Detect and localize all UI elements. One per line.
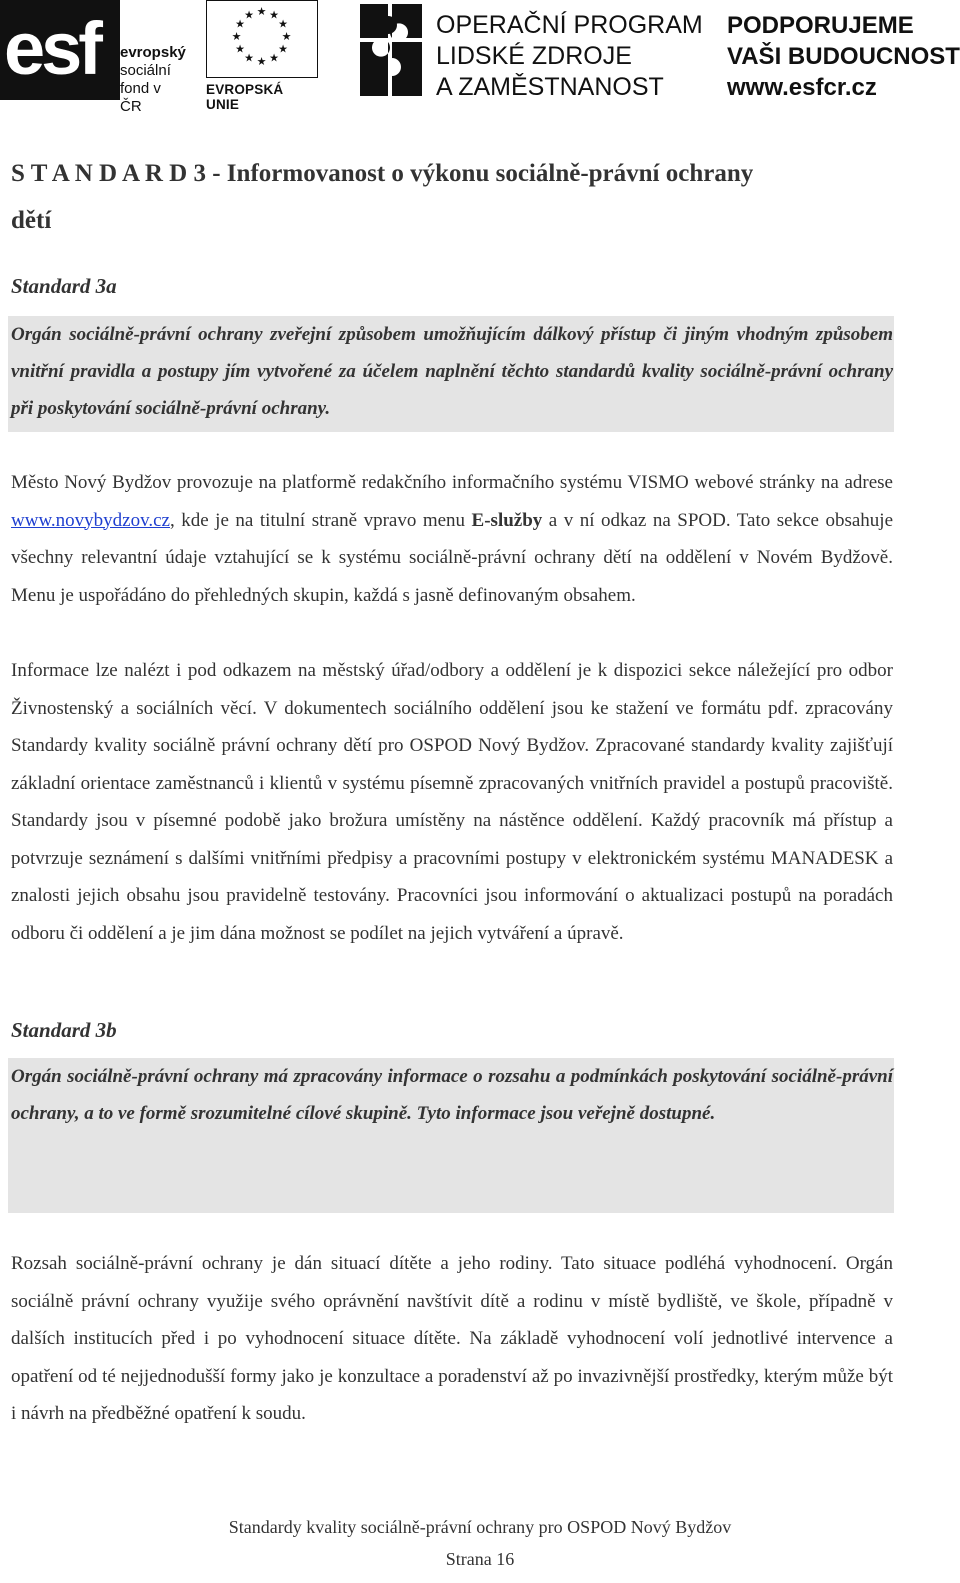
- svg-text:★: ★: [278, 42, 288, 56]
- svg-text:★: ★: [278, 17, 288, 31]
- svg-text:★: ★: [244, 8, 254, 22]
- standard-3a-heading: Standard 3a: [11, 274, 117, 298]
- logo-banner: [0, 0, 960, 115]
- e-sluzby-menu-name: E-služby: [471, 509, 543, 531]
- svg-text:★: ★: [269, 8, 279, 22]
- op-line-3: A ZAMĚSTNANOST: [436, 73, 664, 101]
- p1-text-end: a v ní odkaz na SPOD. Tato sekce obsahuje všechny relevantní údaje vztahující se k systému sociálně-právní ochrany dětí na oddělení v Novém Bydžově. Menu je uspořádáno do přehledných skupin, každá s jasně definovaným obsahem.: [11, 509, 893, 606]
- standard-3a-statement: Orgán sociálně-právní ochrany zveřejní způsobem umožňujícím dálkový přístup či jiným vhodným způsobem vnitřní pravidla a postupy jím vytvořené za účelem naplnění těchto standardů kvality sociálně-právní ochrany při poskytování sociálně-právní ochrany.: [11, 324, 893, 419]
- p1-text-mid: , kde je na titulní straně vpravo menu: [170, 509, 472, 531]
- standard-3b-heading: Standard 3b: [11, 1018, 117, 1042]
- eu-logo: [206, 0, 318, 112]
- esf-mark-text: esf: [4, 7, 99, 90]
- page-title-line-1: S T A N D A R D 3 - Informovanost o výkonu sociálně-právní ochrany: [11, 160, 754, 187]
- svg-text:★: ★: [235, 17, 245, 31]
- op-program-name: [436, 10, 703, 103]
- page-title-line-2: dětí: [11, 207, 52, 234]
- esf-line-1: evropský: [120, 44, 186, 61]
- esf-logo-mark: [0, 0, 120, 100]
- svg-text:★: ★: [281, 30, 292, 43]
- op-line-2: LIDSKÉ ZDROJE: [436, 42, 632, 70]
- p1-text-start: Město Nový Bydžov provozuje na platformě redakčního informačního systému VISMO webové stránky na adrese: [11, 472, 893, 493]
- footer-document-name: Standardy kvality sociálně-právní ochrany pro OSPOD Nový Bydžov: [228, 1517, 732, 1537]
- esf-line-3: fond v ČR: [120, 80, 161, 115]
- support-slogan: [727, 10, 960, 103]
- svg-text:★: ★: [235, 42, 245, 56]
- esf-logo-text: [120, 44, 186, 116]
- svg-text:★: ★: [269, 51, 279, 65]
- page-number: Strana 16: [445, 1549, 515, 1569]
- esf-line-2: sociální: [120, 62, 171, 79]
- slogan-line-1: PODPORUJEME: [727, 12, 914, 39]
- svg-text:★: ★: [256, 5, 267, 18]
- standard-3a-paragraph-1: [11, 464, 893, 614]
- standard-3b-statement: Orgán sociálně-právní ochrany má zpracovány informace o rozsahu a podmínkách poskytování sociálně-právní ochrany, a to ve formě srozumitelné cílové skupině. Tyto informace jsou veřejně dostupné.: [11, 1066, 893, 1124]
- standard-3a-paragraph-2: Informace lze nalézt i pod odkazem na městský úřad/odbory a oddělení je k dispozici sekce náležející pro odbor Živnostenský a sociálních věcí. V dokumentech sociálního oddělení jsou ke stažení ve formátu pdf. zpracovány Standardy kvality sociálně právní ochrany dětí pro OSPOD Nový Bydžov. Zpracované standardy kvality zajišťují základní orientace zaměstnanců i klientů v systému písemně zpracovaných vnitřních pravidel a postupů pracoviště. Standardy jsou v písemné podobě jako brožura umístěny na nástěnce oddělení. Každý pracovník má přístup a potvrzuje seznámení s dalšími vnitřními předpisy a pracovními postupy v elektronickém systému MANADESK a znalosti jejich obsahu jsou pravidelně testovány. Pracovníci jsou informování o aktualizaci postupů na poradách odboru či oddělení a je jim dána možnost se podílet na jejich vytváření a úpravě.: [11, 660, 893, 944]
- eu-flag-icon: [206, 0, 318, 78]
- svg-text:★: ★: [244, 51, 254, 65]
- page-title: [11, 150, 893, 244]
- svg-text:★: ★: [231, 30, 242, 43]
- esf-website: www.esfcr.cz: [727, 74, 877, 101]
- eu-label: EVROPSKÁ UNIE: [206, 82, 284, 112]
- op-puzzle-icon: [358, 2, 424, 98]
- standard-3b-paragraph-1: Rozsah sociálně-právní ochrany je dán situací dítěte a jeho rodiny. Tato situace podléhá vyhodnocení. Orgán sociálně právní ochrany využije svého oprávnění navštívit dítě a rodinu v místě bydliště, ve škole, případně v dalších institucích před i po vyhodnocení situace dítěte. Na základě vyhodnocení volí jednotlivé intervence a opatření od té nejjednodušší formy jako je konzultace a poradenství až po invazivnější prostředky, kterým může být i návrh na předběžné opatření k soudu.: [11, 1253, 893, 1424]
- svg-text:★: ★: [256, 55, 267, 68]
- slogan-line-2: VAŠI BUDOUCNOST: [727, 43, 960, 70]
- website-link[interactable]: www.novybydzov.cz: [11, 509, 170, 531]
- op-line-1: OPERAČNÍ PROGRAM: [436, 11, 703, 39]
